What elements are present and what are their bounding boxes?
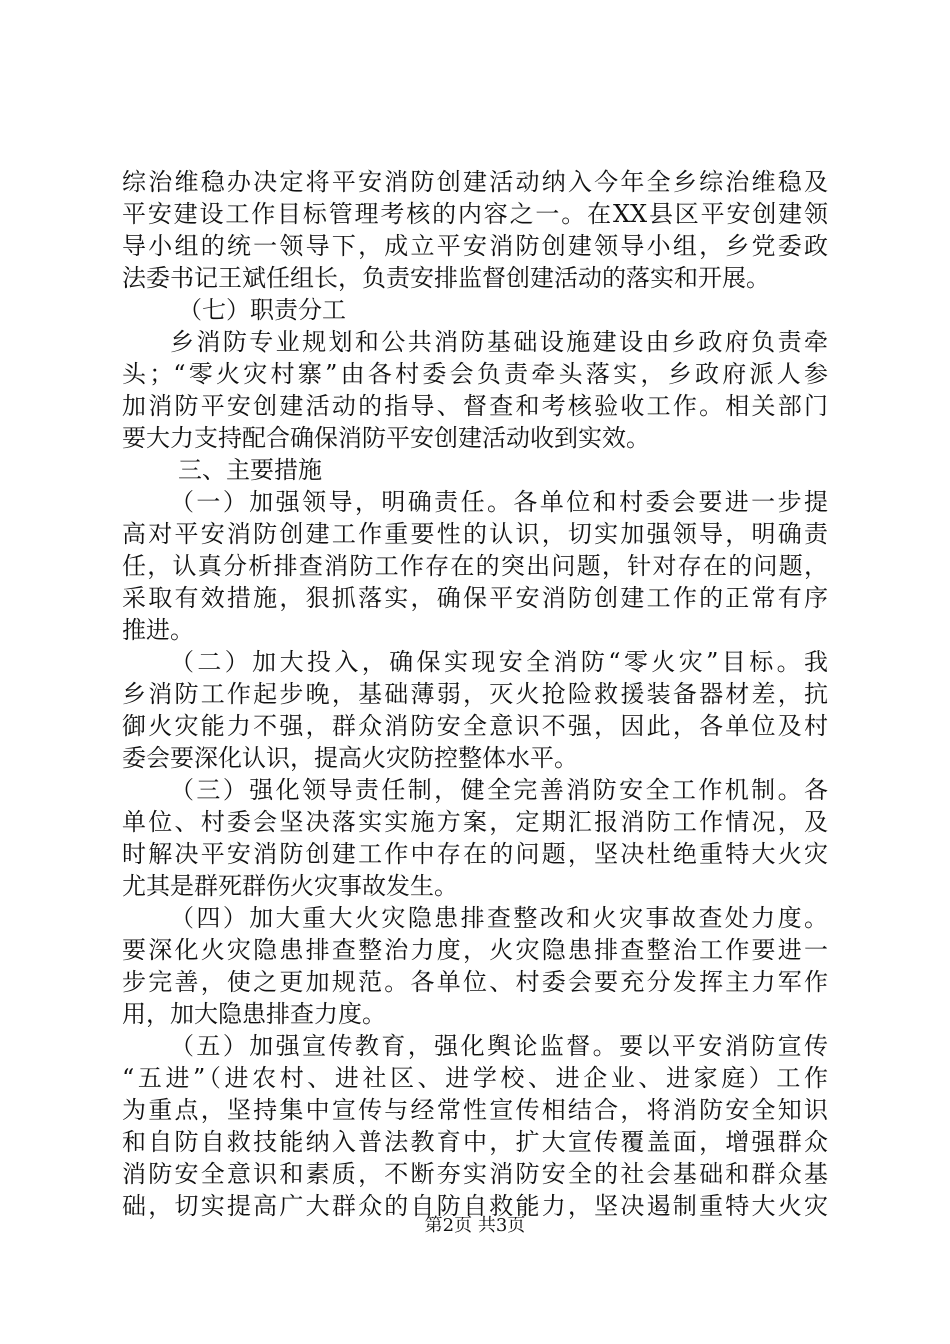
- text-line: 消防安全意识和素质，不断夯实消防安全的社会基础和群众基: [122, 1160, 828, 1188]
- text-line: （三）强化领导责任制，健全完善消防安全工作机制。各: [170, 776, 828, 804]
- text-line: 要深化火灾隐患排查整治力度，火灾隐患排查整治工作要进一: [122, 936, 828, 964]
- text-line: 御火灾能力不强，群众消防安全意识不强，因此，各单位及村: [122, 712, 828, 740]
- text-line: 步完善，使之更加规范。各单位、村委会要充分发挥主力军作: [122, 968, 828, 996]
- text-line: （五）加强宣传教育，强化舆论监督。要以平安消防宣传: [170, 1032, 828, 1060]
- text-line: 采取有效措施，狠抓落实，确保平安消防创建工作的正常有序: [122, 584, 828, 612]
- text-line: “五进”（进农村、进社区、进学校、进企业、进家庭）工作: [122, 1064, 828, 1092]
- text-line: 和自防自救技能纳入普法教育中，扩大宣传覆盖面，增强群众: [122, 1128, 828, 1156]
- text-line: 用，加大隐患排查力度。: [122, 1000, 386, 1028]
- text-line: 础，切实提高广大群众的自防自救能力，坚决遏制重特大火灾: [122, 1192, 828, 1220]
- text-line: 头；“零火灾村寨”由各村委会负责牵头落实，乡政府派人参: [122, 360, 828, 388]
- text-line: （四）加大重大火灾隐患排查整改和火灾事故查处力度。: [170, 904, 828, 932]
- text-line: 乡消防专业规划和公共消防基础设施建设由乡政府负责牵: [170, 328, 828, 356]
- text-line: 推进。: [122, 616, 194, 644]
- text-line: 加消防平安创建活动的指导、督查和考核验收工作。相关部门: [122, 392, 828, 420]
- text-line: 要大力支持配合确保消防平安创建活动收到实效。: [122, 424, 650, 452]
- text-line: 乡消防工作起步晚，基础薄弱，灭火抢险救援装备器材差，抗: [122, 680, 828, 708]
- text-line: （二）加大投入，确保实现安全消防“零火灾”目标。我: [170, 648, 828, 676]
- section-heading: 三、主要措施: [178, 456, 322, 484]
- text-line: 尤其是群死群伤火灾事故发生。: [122, 872, 458, 900]
- text-line: 任，认真分析排查消防工作存在的突出问题，针对存在的问题，: [122, 552, 828, 580]
- document-body: [122, 166, 828, 1222]
- text-line: 法委书记王斌任组长，负责安排监督创建活动的落实和开展。: [122, 264, 770, 292]
- text-line: 综治维稳办决定将平安消防创建活动纳入今年全乡综治维稳及: [122, 168, 828, 196]
- text-line: （一）加强领导，明确责任。各单位和村委会要进一步提: [170, 488, 828, 516]
- text-line: 高对平安消防创建工作重要性的认识，切实加强领导，明确责: [122, 520, 828, 548]
- text-line: 为重点，坚持集中宣传与经常性宣传相结合，将消防安全知识: [122, 1096, 828, 1124]
- text-line: 导小组的统一领导下，成立平安消防创建领导小组，乡党委政: [122, 232, 828, 260]
- text-line: 平安建设工作目标管理考核的内容之一。在XX县区平安创建领: [122, 200, 828, 228]
- section-heading: （七）职责分工: [178, 296, 346, 324]
- text-line: 委会要深化认识，提高火灾防控整体水平。: [122, 744, 578, 772]
- text-line: 时解决平安消防创建工作中存在的问题，坚决杜绝重特大火灾: [122, 840, 828, 868]
- text-line: 单位、村委会坚决落实实施方案，定期汇报消防工作情况，及: [122, 808, 828, 836]
- page-footer: 第2页 共3页: [424, 1215, 526, 1236]
